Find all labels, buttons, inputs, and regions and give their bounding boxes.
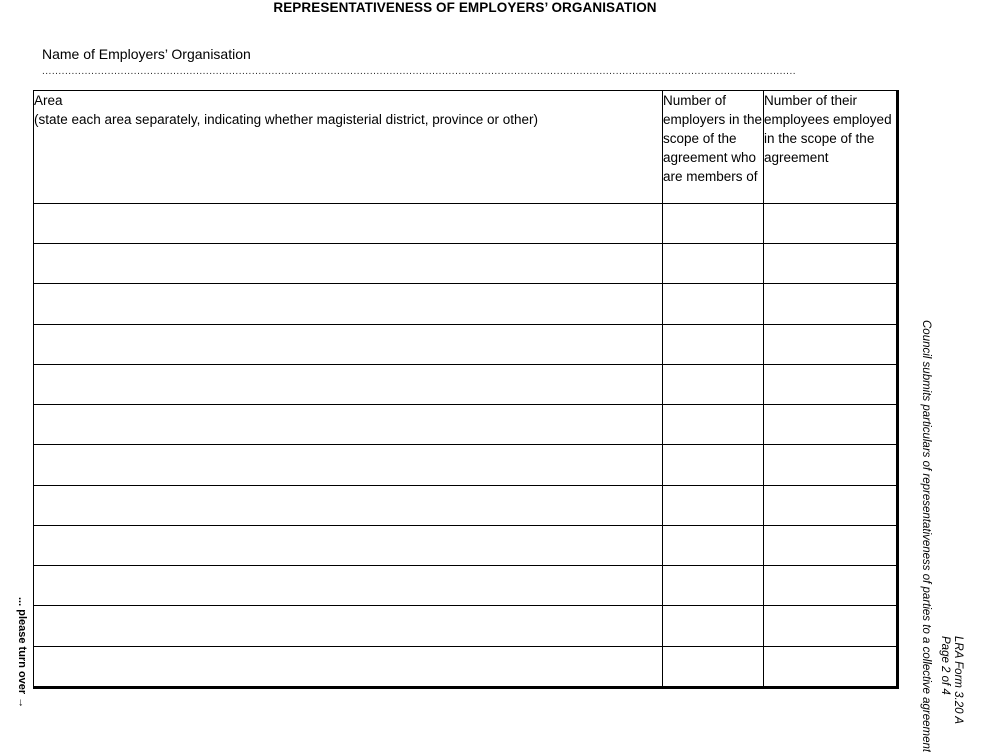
form-title: REPRESENTATIVENESS OF EMPLOYERS’ ORGANISATION (273, 0, 657, 15)
area-cell[interactable] (34, 485, 663, 525)
employees-cell[interactable] (764, 606, 898, 646)
area-cell[interactable] (34, 324, 663, 364)
table-row (34, 284, 898, 324)
employers-cell[interactable] (663, 405, 764, 445)
table-row (34, 405, 898, 445)
org-name-field[interactable]: ...................................................................................................................................................................................................................................... (42, 66, 797, 77)
form-number: LRA Form 3.20 A (952, 636, 964, 724)
area-cell[interactable] (34, 284, 663, 324)
employers-cell[interactable] (663, 485, 764, 525)
side-note: Council submits particulars of representativeness of parties to a collective agreement (920, 320, 932, 752)
area-cell[interactable] (34, 405, 663, 445)
employees-cell[interactable] (764, 405, 898, 445)
table-row (34, 364, 898, 404)
table-row (34, 485, 898, 525)
table-row (34, 525, 898, 565)
table-body (34, 203, 898, 687)
employees-cell[interactable] (764, 525, 898, 565)
employees-cell[interactable] (764, 324, 898, 364)
area-cell[interactable] (34, 606, 663, 646)
table-row (34, 324, 898, 364)
representativeness-table (33, 90, 899, 689)
employers-cell[interactable] (663, 244, 764, 284)
employees-cell[interactable] (764, 244, 898, 284)
employers-cell[interactable] (663, 203, 764, 243)
table-row (34, 445, 898, 485)
employees-cell[interactable] (764, 364, 898, 404)
employees-cell[interactable] (764, 445, 898, 485)
area-cell[interactable] (34, 525, 663, 565)
table-row (34, 606, 898, 646)
employers-cell[interactable] (663, 445, 764, 485)
table-row (34, 566, 898, 606)
employers-cell[interactable] (663, 525, 764, 565)
employers-cell[interactable] (663, 364, 764, 404)
area-cell[interactable] (34, 364, 663, 404)
table-row (34, 244, 898, 284)
turn-over-note: ... please turn over → (16, 597, 28, 709)
table-row (34, 203, 898, 243)
employees-cell[interactable] (764, 566, 898, 606)
employers-cell[interactable] (663, 646, 764, 687)
header-area-title: Area (34, 93, 63, 108)
header-employees: Number of their employees employed in the scope of the agreement (764, 91, 898, 204)
area-cell[interactable] (34, 203, 663, 243)
employers-cell[interactable] (663, 324, 764, 364)
employees-cell[interactable] (764, 485, 898, 525)
area-cell[interactable] (34, 244, 663, 284)
employers-cell[interactable] (663, 284, 764, 324)
org-name-label: Name of Employers’ Organisation (42, 46, 251, 62)
form-identifier (938, 636, 964, 724)
header-area-note: (state each area separately, indicating whether magisterial district, province or other) (34, 112, 538, 127)
table-row (34, 646, 898, 687)
employees-cell[interactable] (764, 203, 898, 243)
table-header-row (34, 91, 898, 204)
header-employers: Number of employers in the scope of the agreement who are members of (663, 91, 764, 204)
area-cell[interactable] (34, 445, 663, 485)
employers-cell[interactable] (663, 566, 764, 606)
employees-cell[interactable] (764, 284, 898, 324)
header-area (34, 91, 663, 204)
area-cell[interactable] (34, 566, 663, 606)
employers-cell[interactable] (663, 606, 764, 646)
page-number: Page 2 of 4 (939, 636, 951, 695)
employees-cell[interactable] (764, 646, 898, 687)
area-cell[interactable] (34, 646, 663, 687)
